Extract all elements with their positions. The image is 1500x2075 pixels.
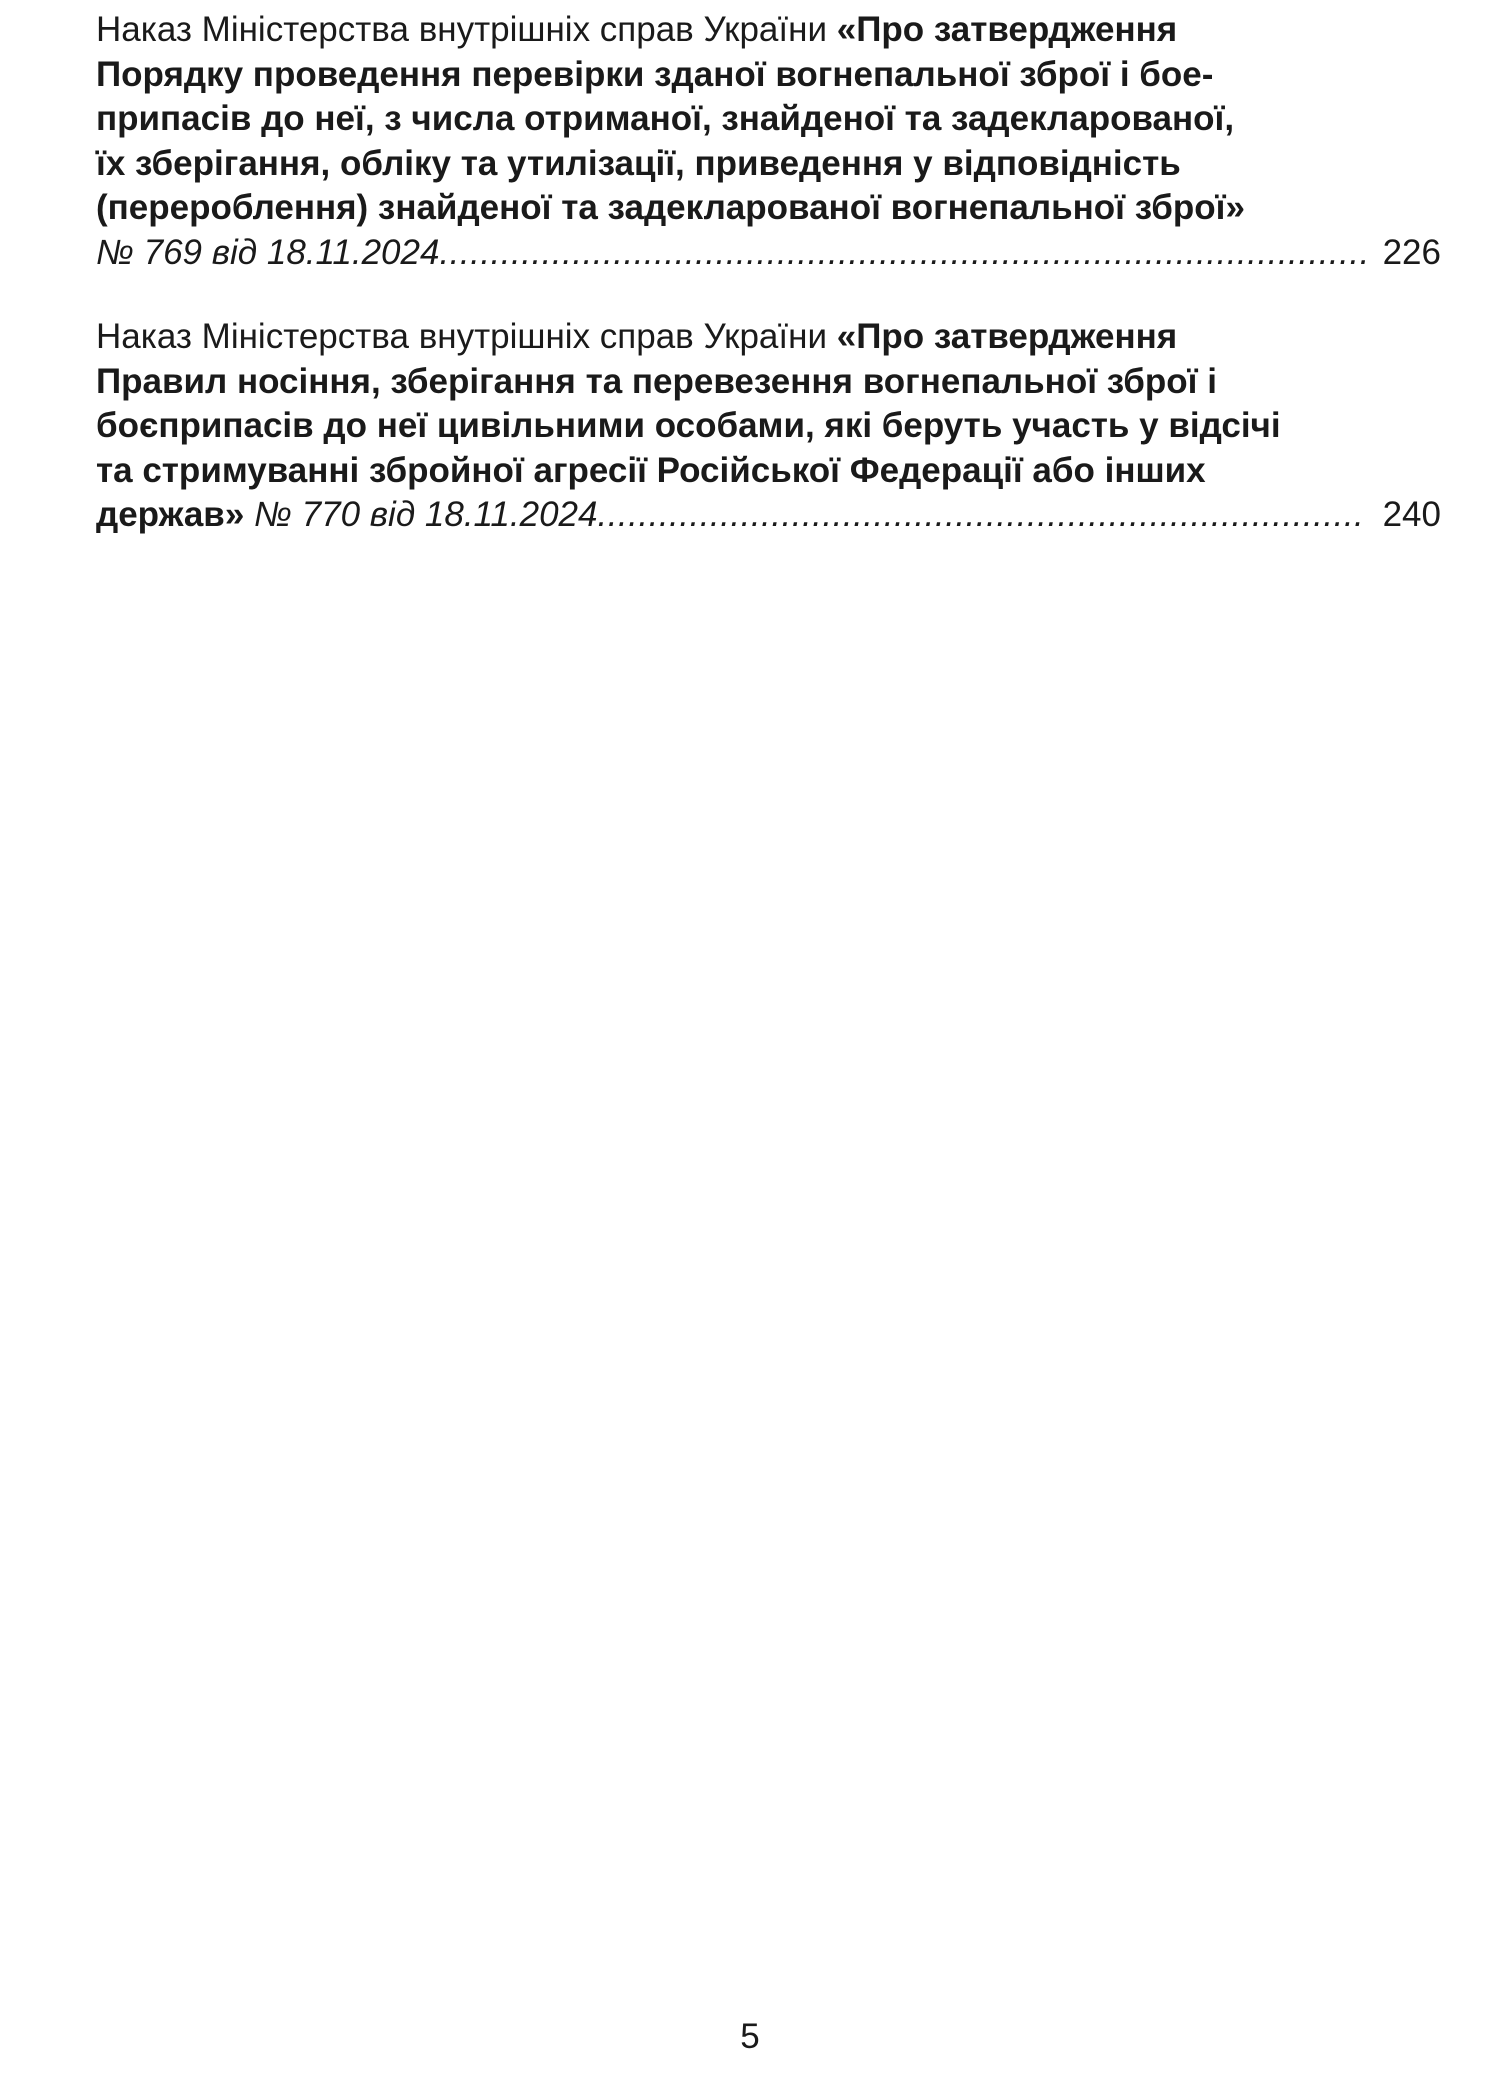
dot-leader: [439, 231, 1364, 276]
entry-prefix: Наказ Міністерства внутрішніх справ України: [96, 10, 837, 49]
footer-page-number: 5: [740, 2017, 760, 2056]
entry-title-line: «Про затвердження: [836, 10, 1178, 49]
entry-title-line: припасів до неї, з числа отриманої, знайденої та задекларованої,: [96, 99, 1235, 138]
entry-title-line: Правил носіння, зберігання та перевезення вогнепальної зброї і: [96, 361, 1217, 401]
entry-title-line: боєприпасів до неї цивільними особами, які беруть участь у відсічі: [96, 406, 1281, 445]
dot-leader: [597, 493, 1364, 538]
toc-entry[interactable]: [96, 315, 1441, 538]
entry-prefix: Наказ Міністерства внутрішніх справ України: [96, 317, 837, 356]
entry-title-line: (перероблення) знайденої та задекларованої вогнепальної зброї»: [96, 188, 1245, 227]
toc-entry-text: [96, 315, 1346, 493]
entry-title-line: їх зберігання, обліку та утилізації, приведення у відповідність: [96, 143, 1181, 183]
entry-meta: № 769 від 18.11.2024: [96, 232, 440, 272]
toc-leader-line: [96, 493, 1441, 538]
entry-last-line: [96, 493, 597, 538]
entry-title-line: «Про затвердження: [836, 317, 1178, 356]
entry-meta: № 770 від 18.11.2024: [254, 495, 598, 534]
entry-page-number[interactable]: 240: [1382, 495, 1441, 534]
entry-page-number[interactable]: 226: [1382, 232, 1441, 272]
table-of-contents: [96, 8, 1441, 578]
toc-entry[interactable]: [96, 8, 1441, 275]
entry-title-line: та стримуванні збройної агресії Російської Федерації або інших: [96, 450, 1206, 490]
toc-entry-text: [96, 8, 1346, 231]
entry-title-line: держав»: [96, 495, 245, 534]
entry-title-line: Порядку проведення перевірки зданої вогнепальної зброї і бое-: [96, 54, 1214, 94]
toc-leader-line: [96, 231, 1441, 276]
